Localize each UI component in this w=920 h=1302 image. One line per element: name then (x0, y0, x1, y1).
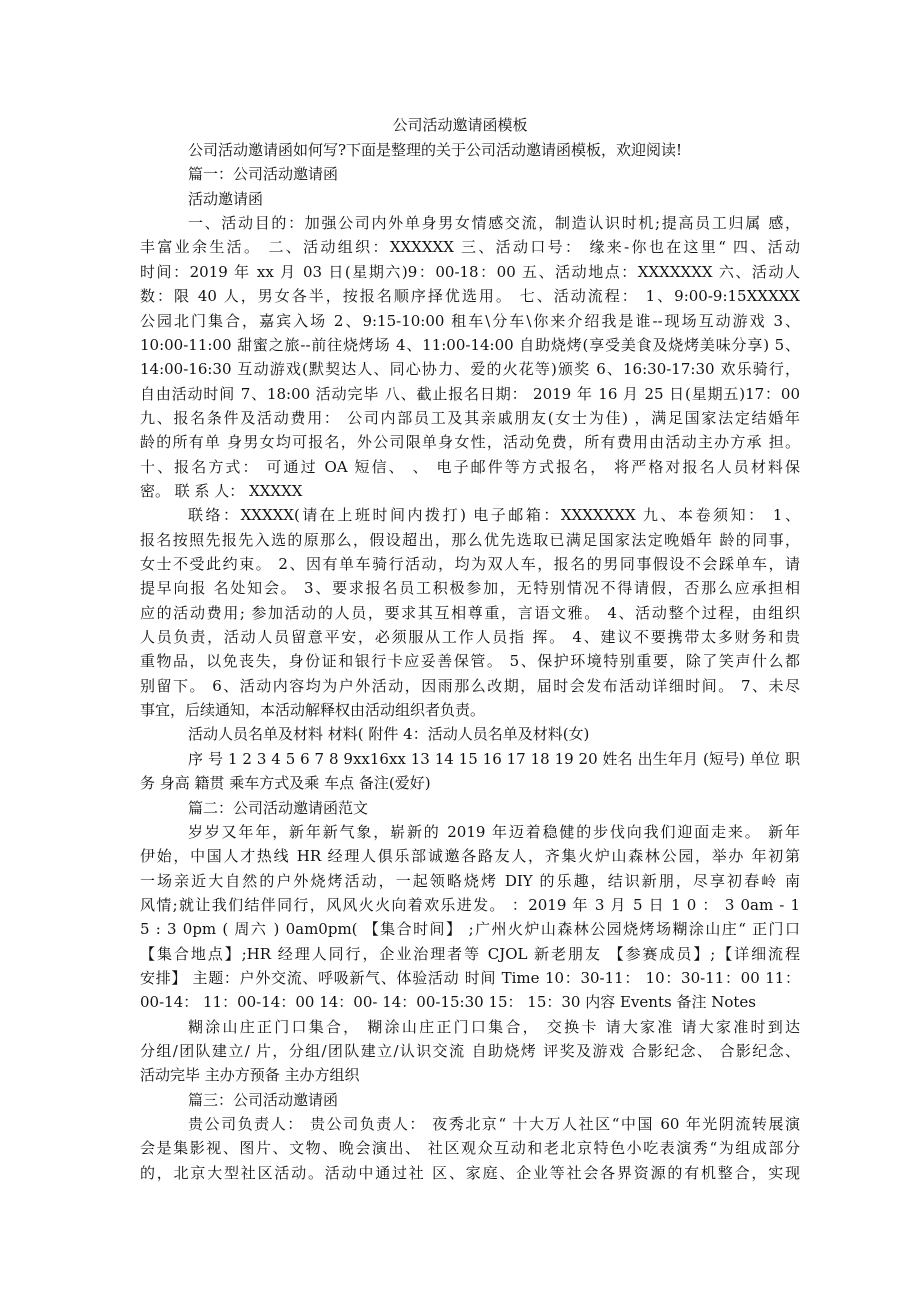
text-line: 活动完毕 主办方预备 主办方组织 (140, 1066, 360, 1085)
text-line: 重物品，以免丧失，身份证和银行卡应妥善保管。 5、保护环境特别重要，除了笑声什么都 (140, 652, 800, 671)
text-line: 龄的所有单 身男女均可报名，外公司限单身女性，活动免费，所有费用由活动主办方承 担。 (140, 433, 800, 452)
text-line: 自由活动时间 7、18:00 活动完毕 八、截止报名日期： 2019 年 16 月 25 日(星期五)17：00 (140, 384, 800, 403)
text-line: 女士不受此约束。 2、因有单车骑行活动，均为双人车，报名的男同事假设不会踩单车，请 (140, 555, 800, 573)
text-line: 公司活动邀请函如何写?下面是整理的关于公司活动邀请函模板，欢迎阅读! (188, 141, 683, 159)
text-line: 人员负责，活动人员留意平安，必须服从工作人员指 挥。 4、建议不要携带太多财务和贵 (140, 628, 800, 646)
text-line: 数：限 40 人，男女各半，按报名顺序择优选用。 七、活动流程： 1、9:00-9:15XXXXX (140, 287, 800, 306)
text-line: 会是集影视、图片、文物、晚会演出、 社区观众互动和老北京特色小吃表演秀“为组成部分 (140, 1139, 800, 1158)
text-line: 贵公司负责人： 贵公司负责人： 夜秀北京“ 十大万人社区“中国 60 年光阴流转展演 (188, 1115, 800, 1133)
text-line: 公园北门集合，嘉宾入场 2、9:15-10:00 租车\分车\你来介绍我是谁--现场互动游戏 3、 (140, 311, 800, 330)
text-line: 一、活动目的：加强公司内外单身男女情感交流，制造认识时机;提高员工归属 感， (188, 214, 800, 233)
text-line: 安排】 主题：户外交流、呼吸新气、体验活动 时间 Time 10：30-11： 10：30-11：00 11： (140, 968, 800, 987)
text-line: 伊始，中国人才热线 HR 经理人俱乐部诚邀各路友人，齐集火炉山森林公园，举办 年初第 (140, 847, 800, 866)
text-line: 事宜，后续通知，本活动解释权由活动组织者负责。 (140, 701, 486, 720)
text-line: 提早向报 名处知会。 3、要求报名员工积极参加，无特别情况不得请假，否那么应承担相 (140, 579, 800, 598)
text-line: 篇一：公司活动邀请函 (188, 165, 339, 184)
text-line: 丰富业余生活。 二、活动组织：XXXXXX 三、活动口号： 缘来-你也在这里“ 四、活动 (140, 238, 800, 257)
text-line: 岁岁又年年，新年新气象，崭新的 2019 年迈着稳健的步伐向我们迎面走来。 新年 (188, 822, 800, 841)
document-title: 公司活动邀请函模板 (392, 116, 528, 134)
text-line: 14:00-16:30 互动游戏(默契达人、同心协力、爱的火花等)颁奖 6、16:30-17:30 欢乐骑行， (140, 360, 800, 379)
text-line: 十、报名方式： 可通过 OA 短信、 、 电子邮件等方式报名， 将严格对报名人员材料保 (140, 457, 800, 476)
text-line: 糊涂山庄正门口集合， 糊涂山庄正门口集合， 交换卡 请大家准 请大家准时到达 (188, 1017, 800, 1036)
text-line: 5 : 3 0pm ( 周六 ) 0am0pm( 【集合时间】 ;广州火炉山森林公园烧烤场糊涂山庄“ 正门口 (140, 920, 800, 939)
text-line: 风情;就让我们结伴同行，风风火火向着欢乐进发。 ：2019 年 3 月 5 日 1 0 ： 3 0am - 1 (140, 895, 800, 914)
text-line: 活动人员名单及材料 材料( 附件 4：活动人员名单及材料(女) (188, 725, 590, 744)
text-line: 应的活动费用; 参加活动的人员，要求其互相尊重，言语文雅。 4、活动整个过程，由组织 (140, 603, 800, 622)
text-line: 联络：XXXXX(请在上班时间内拨打) 电子邮箱：XXXXXXX 九、本卷须知： 1、 (188, 506, 800, 525)
text-line: 别留下。 6、活动内容均为户外活动，因雨那么改期，届时会发布活动详细时间。 7、未尽 (140, 676, 800, 695)
text-line: 务 身高 籍贯 乘车方式及乘 车点 备注(爱好) (140, 774, 431, 793)
text-line: 分组/团队建立/ 片，分组/团队建立/认识交流 自助烧烤 评奖及游戏 合影纪念、 合影纪念、 (140, 1042, 800, 1060)
text-line: 【集合地点】;HR 经理人同行，企业治理者等 CJOL 新老朋友 【参赛成员】;【详细流程 (140, 944, 800, 963)
text-line: 一场亲近大自然的户外烧烤活动，一起领略烧烤 DIY 的乐趣，结识新朋，尽享初春岭 南 (140, 871, 800, 890)
text-line: 10:00-11:00 甜蜜之旅--前往烧烤场 4、11:00-14:00 自助烧烤(享受美食及烧烤美味分享) 5、 (140, 335, 800, 354)
text-line: 的，北京大型社区活动。活动中通过社 区、家庭、企业等社会各界资源的有机整合，实现 (140, 1163, 800, 1182)
text-line: 密。 联 系 人： XXXXX (140, 481, 303, 500)
text-line: 报名按照先报先入选的原那么，假设超出，那么优先选取已满足国家法定晚婚年 龄的同事， (140, 530, 800, 549)
text-line: 序 号 1 2 3 4 5 6 7 8 9xx16xx 13 14 15 16 17 18 19 20 姓名 出生年月 (短号) 单位 职 (188, 749, 800, 768)
text-line: 篇三：公司活动邀请函 (188, 1090, 339, 1109)
text-line: 活动邀请函 (188, 189, 264, 208)
text-line: 九、报名条件及活动费用： 公司内部员工及其亲戚朋友(女士为佳) ，满足国家法定结婚年 (140, 408, 800, 427)
text-line: 时间：2019 年 xx 月 03 日(星期六)9：00-18：00 五、活动地点：XXXXXXX 六、活动人 (140, 262, 800, 281)
text-line: 00-14： 11：00-14：00 14：00- 14：00-15:30 15： 15：30 内容 Events 备注 Notes (140, 993, 756, 1012)
text-line: 篇二：公司活动邀请函范文 (188, 798, 369, 817)
